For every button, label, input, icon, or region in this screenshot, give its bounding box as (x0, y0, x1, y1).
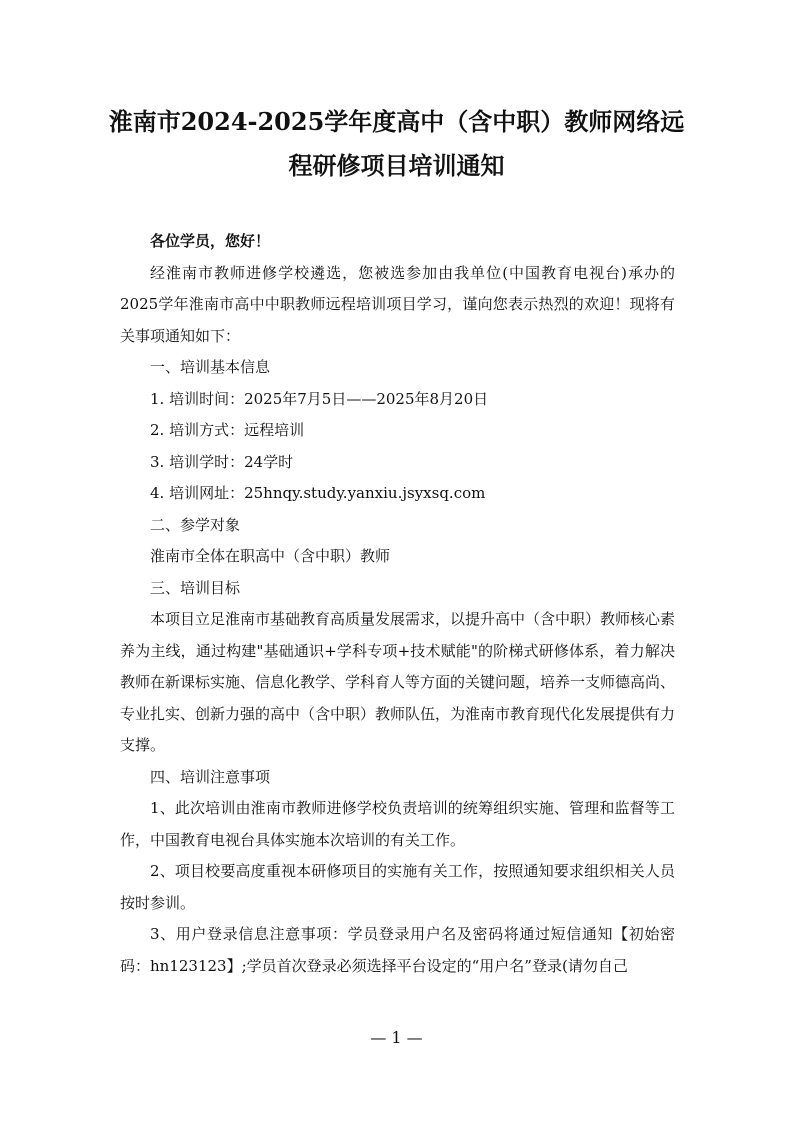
section-heading-participants: 二、参学对象 (150, 515, 241, 534)
section-heading-notes: 四、培训注意事项 (150, 767, 271, 786)
intro-paragraph: 经淮南市教师进修学校遴选，您被选参加由我单位(中国教育电视台)承办的2025学年淮南市高中中职教师远程培训项目学习，谨向您表示热烈的欢迎！现将有关事项通知如下： (120, 263, 675, 345)
goals-paragraph: 本项目立足淮南市基础教育高质量发展需求，以提升高中（含中职）教师核心素养为主线，通过构建"基础通识+学科专项+技术赋能"的阶梯式研修体系，着力解决教师在新课标实施、信息化教学、学科育人等方面的关键问题，培养一支师德高尚、专业扎实、创新力强的高中（含中职）教师队伍，为淮南市教育现代化发展提供有力支撑。 (120, 610, 676, 754)
note-3: 3、用户登录信息注意事项：学员登录用户名及密码将通过短信通知【初始密码：hn123123】;学员首次登录必须选择平台设定的“用户名”登录(请勿自己 (120, 925, 675, 975)
section-heading-goals: 三、培训目标 (150, 578, 241, 597)
participants-text: 淮南市全体在职高中（含中职）教师 (150, 547, 391, 565)
training-hours: 3. 培训学时：24学时 (150, 452, 294, 471)
document-body (120, 226, 675, 982)
title-line-1: 淮南市2024-2025学年度高中（含中职）教师网络远 (108, 107, 685, 136)
document-title (0, 100, 793, 188)
greeting: 各位学员，您好！ (150, 232, 271, 250)
title-line-2: 程研修项目培训通知 (288, 151, 505, 180)
training-method: 2. 培训方式：远程培训 (150, 421, 305, 439)
page-number: — 1 — (370, 1028, 423, 1047)
training-time: 1. 培训时间：2025年7月5日——2025年8月20日 (150, 389, 489, 408)
section-heading-basic-info: 一、培训基本信息 (150, 358, 271, 376)
note-2: 2、项目校要高度重视本研修项目的实施有关工作，按照通知要求组织相关人员按时参训。 (120, 862, 675, 912)
training-website: 4. 培训网址：25hnqy.study.yanxiu.jsyxsq.com (150, 484, 486, 502)
note-1: 1、此次培训由淮南市教师进修学校负责培训的统筹组织实施、管理和监督等工作，中国教育电视台具体实施本次培训的有关工作。 (120, 799, 675, 849)
